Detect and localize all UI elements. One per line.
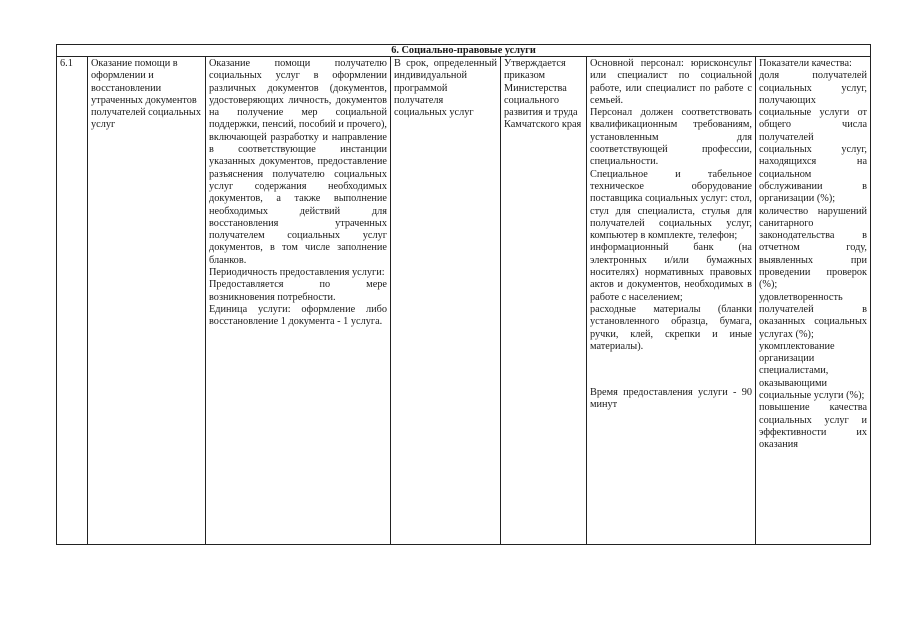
condition-item: Персонал должен соответствовать квалификационным требованиям, установленным для соответствующей профессии, специальности.	[590, 107, 752, 168]
service-description: Оказание помощи получателю социальных услуг в оформлении различных документов (документов, удостоверяющих личность, документов на получение мер социальной поддержки, пенсий, пособий и прочего), включающей разработку и направление в соответствующие инстанции указанных документов, предоставление разъяснения получателю социальных услуг содержания необходимых документов, а также выполнение необходимых действий для восстановления утраченных получателем социальных услуг документов, в том числе заполнение бланков.	[209, 58, 387, 266]
condition-item: Основной персонал: юрисконсульт или специалист по социальной работе, или специалист по работе с семьей.	[590, 58, 752, 106]
section-header-row	[57, 45, 871, 57]
service-row	[57, 57, 871, 545]
condition-item: Специальное и табельное техническое оборудование поставщика социальных услуг: стол, стул для специалиста, стулья для получателей социальных услуг, компьютер в комплекте, телефон;	[590, 168, 752, 242]
service-description-cell	[206, 57, 391, 545]
service-name: Оказание помощи в оформлении и восстановлении утраченных документов получателей социальных услуг	[88, 57, 206, 545]
periodicity-label: Периодичность предоставления услуги:	[209, 267, 385, 279]
service-number: 6.1	[57, 57, 88, 545]
quality-item: удовлетворенность получателей в оказанных социальных услугах (%);	[759, 291, 868, 340]
condition-item: информационный банк (на электронных и/или бумажных носителях) нормативных правовых актов и документов, необходимых в работе с населением;	[590, 242, 752, 303]
quality-title: Показатели качества:	[759, 58, 852, 69]
service-tariff: Утверждается приказом Министерства социального развития и труда Камчатского края	[501, 57, 587, 545]
condition-item: расходные материалы (бланки установленного образца, бумага, ручки, клей, скрепки и иные материалы).	[590, 303, 752, 352]
service-unit: Единица услуги: оформление либо восстановление 1 документа - 1 услуга.	[209, 303, 387, 328]
service-conditions-cell	[587, 57, 756, 545]
service-time: Время предоставления услуги - 90 минут	[590, 387, 752, 411]
social-legal-services-table	[56, 44, 871, 545]
service-term: В срок, определенный индивидуальной программой получателя социальных услуг	[391, 57, 501, 545]
quality-item: укомплектование организации специалистами, оказывающими социальные услуги (%);	[759, 340, 865, 402]
quality-item: повышение качества социальных услуг и эффективности их оказания	[759, 402, 868, 451]
quality-item: доля получателей социальных услуг, получающих социальные услуги от общего числа получателей социальных услуг, находящихся на социальном обслуживании в организации (%);	[759, 70, 868, 205]
section-title: 6. Социально-правовые услуги	[57, 45, 871, 57]
periodicity-value: Предоставляется по мере возникновения потребности.	[209, 279, 387, 303]
quality-item: количество нарушений санитарного законодательства в отчетном году, выявленных при проведении проверок (%);	[759, 205, 868, 291]
quality-indicators-cell	[756, 57, 871, 545]
